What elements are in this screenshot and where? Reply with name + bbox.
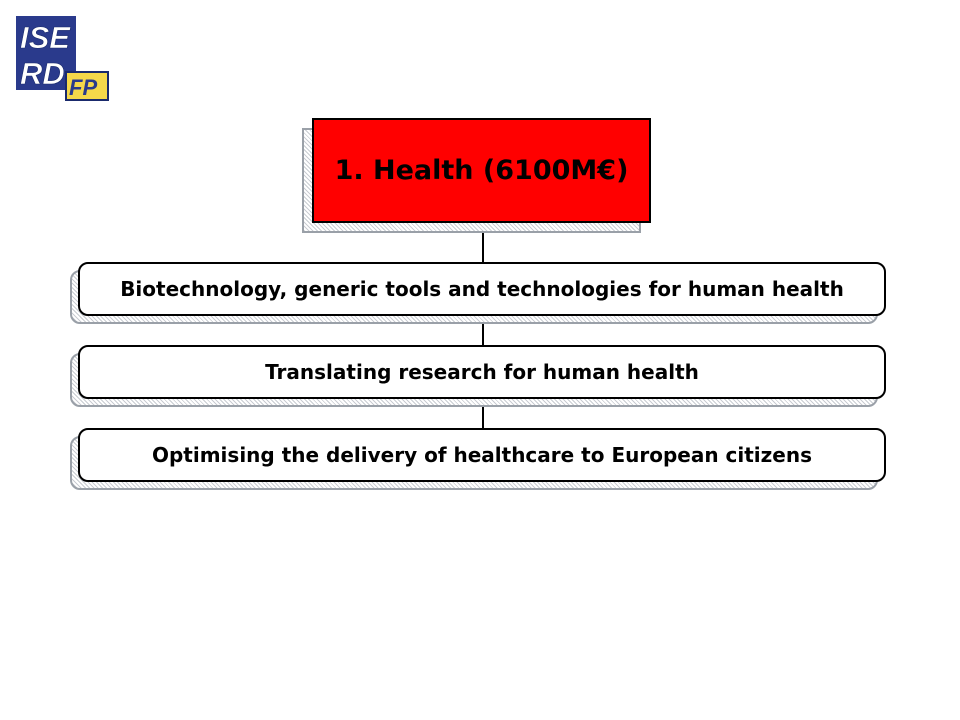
item-healthcare-delivery <box>78 428 886 482</box>
root-node <box>312 118 651 223</box>
logo-badge-text: FP <box>69 75 98 100</box>
logo-text-line1: ISE <box>20 20 70 55</box>
logo-text-line2: RD <box>20 56 65 91</box>
item-biotechnology <box>78 262 886 316</box>
item-label: Optimising the delivery of healthcare to European citizens <box>151 443 812 467</box>
iserd-fp-logo <box>14 14 114 104</box>
item-translating-research <box>78 345 886 399</box>
root-node-label: 1. Health (6100M€) <box>334 155 629 186</box>
item-label: Biotechnology, generic tools and technologies for human health <box>120 277 844 301</box>
item-label: Translating research for human health <box>265 360 699 384</box>
